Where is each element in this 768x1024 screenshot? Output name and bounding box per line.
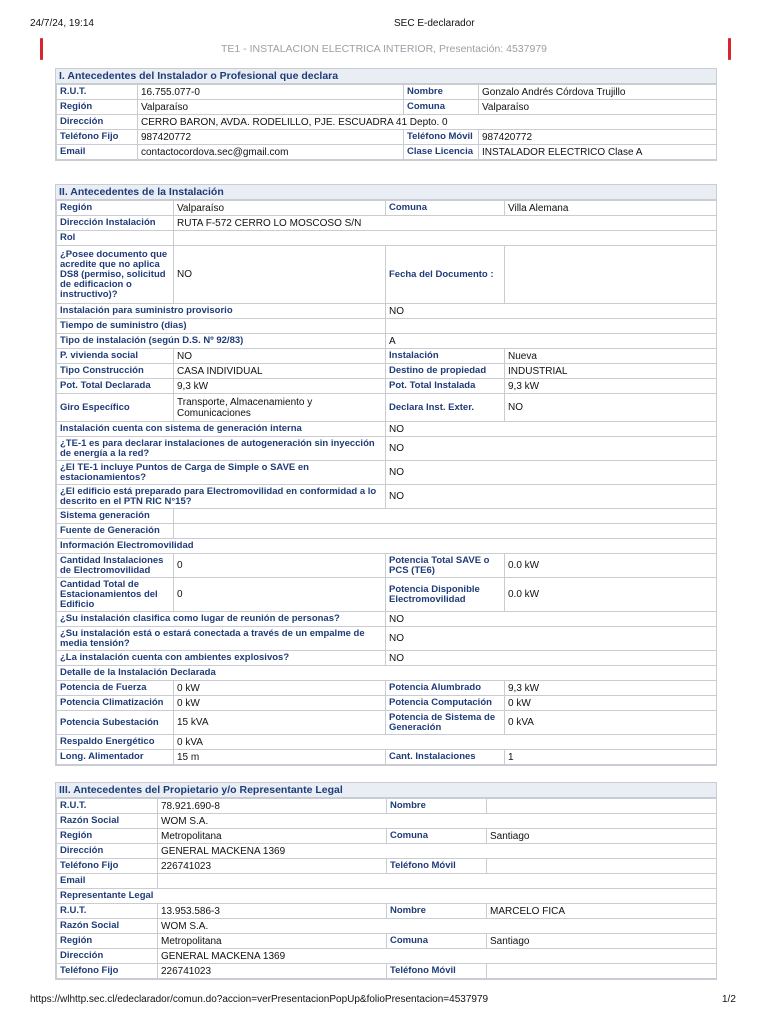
- table-row: [57, 666, 717, 681]
- table-row: [57, 829, 717, 844]
- field-value: WOM S.A.: [158, 814, 717, 829]
- table-row: [57, 524, 717, 539]
- field-label: Instalación: [386, 349, 505, 364]
- table-row: [57, 964, 717, 979]
- field-value: 78.921.690-8: [158, 799, 387, 814]
- table-row: [57, 216, 717, 231]
- field-label: P. vivienda social: [57, 349, 174, 364]
- field-value: 226741023: [158, 964, 387, 979]
- table-row: [57, 145, 717, 160]
- print-datetime: 24/7/24, 19:14: [30, 18, 94, 29]
- table-row: [57, 844, 717, 859]
- field-label: Sistema generación: [57, 509, 174, 524]
- field-value: [487, 859, 717, 874]
- field-value: Santiago: [487, 829, 717, 844]
- table-row: [57, 681, 717, 696]
- field-value: 15 m: [174, 750, 386, 765]
- table-row: [57, 461, 717, 485]
- table-row: [57, 485, 717, 509]
- field-label: ¿El edificio está preparado para Electromovilidad en conformidad a lo descrito en el PTN RIC N°15?: [57, 485, 386, 509]
- field-value: Metropolitana: [158, 934, 387, 949]
- field-label: Rol: [57, 231, 174, 246]
- table-row: [57, 578, 717, 612]
- field-label: Instalación cuenta con sistema de generación interna: [57, 422, 386, 437]
- section-installer: [55, 68, 717, 161]
- field-value: [174, 231, 717, 246]
- field-value: [487, 799, 717, 814]
- field-label: Pot. Total Declarada: [57, 379, 174, 394]
- field-value: NO: [386, 612, 717, 627]
- field-label: Nombre: [387, 904, 487, 919]
- table-row: [57, 246, 717, 304]
- field-label: Clase Licencia: [404, 145, 479, 160]
- table-row: [57, 814, 717, 829]
- field-label: R.U.T.: [57, 904, 158, 919]
- field-value: [386, 319, 717, 334]
- field-label: Fecha del Documento :: [386, 246, 505, 304]
- field-label: Potencia Alumbrado: [386, 681, 505, 696]
- field-label: Teléfono Fijo: [57, 859, 158, 874]
- field-label: Región: [57, 201, 174, 216]
- field-label: Tiempo de suministro (dias): [57, 319, 386, 334]
- print-header: [0, 18, 768, 32]
- table-row: [57, 919, 717, 934]
- field-value: Villa Alemana: [505, 201, 717, 216]
- field-value: NO: [386, 304, 717, 319]
- print-footer: [0, 994, 768, 1008]
- field-label: Tipo Construcción: [57, 364, 174, 379]
- field-label: Teléfono Fijo: [57, 130, 138, 145]
- field-label: Potencia Disponible Electromovilidad: [386, 578, 505, 612]
- field-label: ¿El TE-1 incluye Puntos de Carga de Simple o SAVE en estacionamientos?: [57, 461, 386, 485]
- field-value: contactocordova.sec@gmail.com: [138, 145, 404, 160]
- page-url: https://wlhttp.sec.cl/edeclarador/comun.do?accion=verPresentacionPopUp&folioPresentacion=4537979: [30, 994, 489, 1005]
- field-label: Teléfono Móvil: [387, 964, 487, 979]
- field-value: CERRO BARON, AVDA. RODELILLO, PJE. ESCUADRA 41 Depto. 0: [138, 115, 717, 130]
- field-label: Teléfono Fijo: [57, 964, 158, 979]
- field-value: NO: [386, 627, 717, 651]
- field-label: Pot. Total Instalada: [386, 379, 505, 394]
- field-value: NO: [174, 349, 386, 364]
- field-label: Declara Inst. Exter.: [386, 394, 505, 422]
- table-row: [57, 201, 717, 216]
- field-value: [158, 874, 717, 889]
- field-label: Razón Social: [57, 814, 158, 829]
- table-row: [57, 509, 717, 524]
- field-value: NO: [386, 651, 717, 666]
- field-label: Región: [57, 934, 158, 949]
- field-label: Información Electromovilidad: [57, 539, 717, 554]
- field-label: Potencia Climatización: [57, 696, 174, 711]
- table-row: [57, 627, 717, 651]
- field-value: 0: [174, 578, 386, 612]
- table-row: [57, 904, 717, 919]
- field-value: 0.0 kW: [505, 554, 717, 578]
- field-value: 0 kVA: [174, 735, 717, 750]
- field-label: Potencia Computación: [386, 696, 505, 711]
- field-label: ¿Su instalación está o estará conectada a través de un empalme de media tensión?: [57, 627, 386, 651]
- field-label: R.U.T.: [57, 85, 138, 100]
- field-value: 0 kW: [505, 696, 717, 711]
- table-row: [57, 437, 717, 461]
- field-value: Transporte, Almacenamiento y Comunicaciones: [174, 394, 386, 422]
- table-row: [57, 349, 717, 364]
- field-label: Cantidad Instalaciones de Electromovilidad: [57, 554, 174, 578]
- field-value: 0 kW: [174, 696, 386, 711]
- section-header: II. Antecedentes de la Instalación: [56, 185, 716, 200]
- field-label: Detalle de la Instalación Declarada: [57, 666, 717, 681]
- field-value: NO: [174, 246, 386, 304]
- table-row: [57, 711, 717, 735]
- field-label: Potencia Total SAVE o PCS (TE6): [386, 554, 505, 578]
- field-label: Instalación para suministro provisorio: [57, 304, 386, 319]
- section-installation: [55, 184, 717, 766]
- field-value: WOM S.A.: [158, 919, 717, 934]
- field-value: Valparaíso: [479, 100, 717, 115]
- field-label: Representante Legal: [57, 889, 717, 904]
- field-value: NO: [386, 422, 717, 437]
- field-value: 15 kVA: [174, 711, 386, 735]
- table-row: [57, 319, 717, 334]
- installation-table-body: [57, 201, 717, 765]
- table-row: [57, 874, 717, 889]
- table-row: [57, 364, 717, 379]
- owner-table: [56, 798, 717, 979]
- field-label: Comuna: [386, 201, 505, 216]
- field-label: Comuna: [387, 934, 487, 949]
- field-label: Dirección: [57, 844, 158, 859]
- field-value: Valparaíso: [138, 100, 404, 115]
- field-label: Nombre: [404, 85, 479, 100]
- field-value: [487, 964, 717, 979]
- field-label: R.U.T.: [57, 799, 158, 814]
- table-row: [57, 934, 717, 949]
- field-label: Tipo de instalación (según D.S. Nº 92/83): [57, 334, 386, 349]
- field-label: Potencia de Sistema de Generación: [386, 711, 505, 735]
- field-label: Cant. Instalaciones: [386, 750, 505, 765]
- field-value: Santiago: [487, 934, 717, 949]
- field-label: Fuente de Generación: [57, 524, 174, 539]
- table-row: [57, 612, 717, 627]
- table-row: [57, 85, 717, 100]
- table-row: [57, 799, 717, 814]
- table-row: [57, 750, 717, 765]
- table-row: [57, 735, 717, 750]
- field-value: 0 kVA: [505, 711, 717, 735]
- field-value: 16.755.077-0: [138, 85, 404, 100]
- field-value: Valparaíso: [174, 201, 386, 216]
- table-row: [57, 889, 717, 904]
- field-value: 987420772: [138, 130, 404, 145]
- table-row: [57, 100, 717, 115]
- field-label: Respaldo Energético: [57, 735, 174, 750]
- field-label: Email: [57, 145, 138, 160]
- installer-table: [56, 84, 717, 160]
- field-label: Comuna: [404, 100, 479, 115]
- field-label: Potencia de Fuerza: [57, 681, 174, 696]
- field-label: ¿La instalación cuenta con ambientes explosivos?: [57, 651, 386, 666]
- field-value: MARCELO FICA: [487, 904, 717, 919]
- field-label: Dirección Instalación: [57, 216, 174, 231]
- field-label: ¿Posee documento que acredite que no aplica DS8 (permiso, solicitud de edificacion o instructivo)?: [57, 246, 174, 304]
- table-row: [57, 554, 717, 578]
- field-value: 0: [174, 554, 386, 578]
- section-header: III. Antecedentes del Propietario y/o Representante Legal: [56, 783, 716, 798]
- field-value: 13.953.586-3: [158, 904, 387, 919]
- field-value: RUTA F-572 CERRO LO MOSCOSO S/N: [174, 216, 717, 231]
- page-number: 1/2: [722, 994, 736, 1005]
- section-header: I. Antecedentes del Instalador o Profesional que declara: [56, 69, 716, 84]
- table-row: [57, 539, 717, 554]
- field-value: 1: [505, 750, 717, 765]
- table-row: [57, 859, 717, 874]
- field-value: GENERAL MACKENA 1369: [158, 844, 717, 859]
- field-label: Razón Social: [57, 919, 158, 934]
- field-value: INDUSTRIAL: [505, 364, 717, 379]
- field-value: CASA INDIVIDUAL: [174, 364, 386, 379]
- field-value: NO: [386, 461, 717, 485]
- field-value: 9,3 kW: [505, 379, 717, 394]
- field-label: Nombre: [387, 799, 487, 814]
- field-label: Long. Alimentador: [57, 750, 174, 765]
- field-value: 226741023: [158, 859, 387, 874]
- field-label: Cantidad Total de Estacionamientos del Edificio: [57, 578, 174, 612]
- field-label: Potencia Subestación: [57, 711, 174, 735]
- field-value: [505, 246, 717, 304]
- section-owner: [55, 782, 717, 980]
- field-label: Comuna: [387, 829, 487, 844]
- installation-table: [56, 200, 717, 765]
- field-value: NO: [386, 485, 717, 509]
- field-label: Región: [57, 829, 158, 844]
- table-row: [57, 130, 717, 145]
- table-row: [57, 949, 717, 964]
- field-label: Teléfono Móvil: [387, 859, 487, 874]
- field-value: INSTALADOR ELECTRICO Clase A: [479, 145, 717, 160]
- field-value: 9,3 kW: [505, 681, 717, 696]
- table-row: [57, 394, 717, 422]
- field-value: NO: [386, 437, 717, 461]
- table-row: [57, 422, 717, 437]
- field-value: GENERAL MACKENA 1369: [158, 949, 717, 964]
- table-row: [57, 231, 717, 246]
- table-row: [57, 304, 717, 319]
- field-value: [174, 524, 717, 539]
- field-value: Gonzalo Andrés Córdova Trujillo: [479, 85, 717, 100]
- field-label: ¿TE-1 es para declarar instalaciones de autogeneración sin inyección de energía a la red?: [57, 437, 386, 461]
- field-value: A: [386, 334, 717, 349]
- field-label: Giro Específico: [57, 394, 174, 422]
- print-page-title: SEC E-declarador: [394, 18, 475, 29]
- field-value: 987420772: [479, 130, 717, 145]
- field-label: Teléfono Móvil: [404, 130, 479, 145]
- declaration-title: TE1 - INSTALACION ELECTRICA INTERIOR, Presentación: 4537979: [220, 43, 547, 55]
- table-row: [57, 696, 717, 711]
- owner-table-body: [57, 799, 717, 979]
- table-row: [57, 334, 717, 349]
- field-label: Destino de propiedad: [386, 364, 505, 379]
- field-label: Región: [57, 100, 138, 115]
- field-value: 9,3 kW: [174, 379, 386, 394]
- field-value: Nueva: [505, 349, 717, 364]
- table-row: [57, 115, 717, 130]
- field-label: Dirección: [57, 949, 158, 964]
- field-label: ¿Su instalación clasifica como lugar de reunión de personas?: [57, 612, 386, 627]
- field-value: [174, 509, 717, 524]
- field-value: 0.0 kW: [505, 578, 717, 612]
- table-row: [57, 651, 717, 666]
- field-label: Email: [57, 874, 158, 889]
- table-row: [57, 379, 717, 394]
- field-value: Metropolitana: [158, 829, 387, 844]
- field-value: NO: [505, 394, 717, 422]
- field-value: 0 kW: [174, 681, 386, 696]
- field-label: Dirección: [57, 115, 138, 130]
